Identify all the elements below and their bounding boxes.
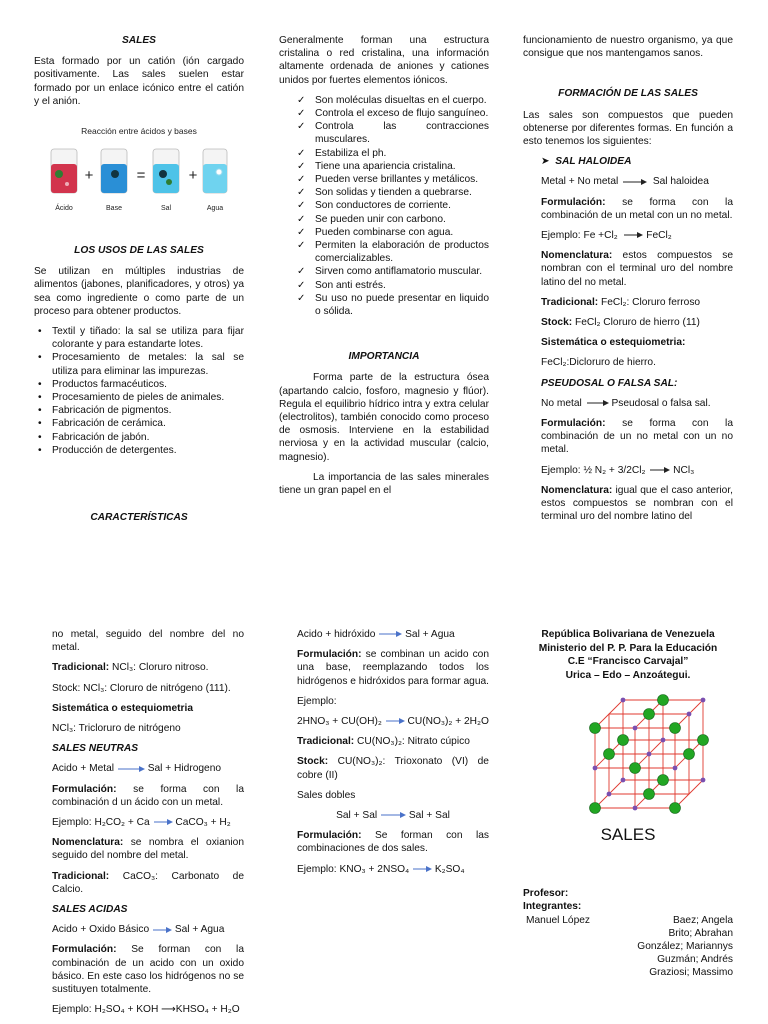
plus-sign-2: + (188, 167, 198, 185)
arrow-bullet-icon: ➤ (541, 156, 550, 168)
list-item: • Fabricación de jabón. (34, 431, 244, 444)
beaker-base (101, 149, 127, 212)
sales-intro-text: Esta formado por un catión (ión cargado positivamente. Las sales suelen estar formado por un enlace icónico entre el catión y el anión. (34, 56, 244, 107)
institution-line-2: Ministerio del P. P. Para la Educación (538, 642, 718, 654)
plus-sign: + (84, 167, 94, 185)
pseudosal-sistematica: NCl₃: Tricloruro de nitrógeno (52, 723, 181, 735)
member-name: Graziosi; Massimo (649, 967, 733, 979)
list-item: ✓ Pueden combinarse con agua. (297, 226, 489, 239)
arrow-right-icon (648, 466, 670, 474)
profesor-name: Manuel López (526, 914, 591, 926)
arrow-right-icon (385, 717, 405, 725)
pseudosal-nomenclatura: Nomenclatura: igual que el caso anterior, estos compuestos se nombran con el terminal uro del nombre latino del (541, 484, 733, 523)
basicas-stock: Stock: CU(NO₃)₂: Trioxonato (VI) de cobre (II) (297, 756, 489, 781)
integrantes-label: Integrantes: (523, 901, 582, 913)
acidas-heading: SALES ACIDAS (52, 904, 128, 916)
formacion-heading: FORMACIÓN DE LAS SALES (558, 88, 698, 100)
svg-text:Sal: Sal (160, 205, 172, 213)
importancia-paragraph-1: Forma parte de la estructura ósea (apartando calcio, fosforo, magnesio y flúor). Regula el equilibrio hídrico intra y extra celular (electrolitos), también conocido como proceso de osmosis. Interviene en la estabilidad nerviosa y en la actividad muscular (calcio, magnesio). (279, 372, 489, 463)
list-item: • Fabricación de pigmentos. (34, 404, 244, 417)
usos-intro-text: Se utilizan en múltiples industrias de alimentos (jabones, planificadores, y otros) ya sea como ingrediente o como parte de un proceso para obtener productos. (34, 266, 244, 317)
neutras-formulacion: Formulación: se forma con la combinación d un ácido con un metal. (52, 783, 244, 808)
list-item: • Producción de detergentes. (34, 444, 244, 457)
profesor-label: Profesor: (523, 888, 569, 900)
basicas-equation: Acido + hidróxido Sal + Agua (297, 629, 455, 640)
haloidea-nomenclatura: Nomenclatura: estos compuestos se nombran con el terminal uro del nombre latino del no metal. (541, 250, 733, 288)
institution-line-3: C.E “Francisco Carvajal” (567, 656, 689, 667)
list-item: ✓ Se pueden unir con carbono. (297, 213, 489, 226)
formacion-intro: Las sales son compuestos que pueden obtenerse por diferentes formas. En función a esto tenemos los siguientes: (523, 109, 733, 148)
svg-text:Base: Base (106, 205, 122, 213)
list-item: • Productos farmacéuticos. (34, 378, 244, 391)
list-item: ✓ Estabiliza el ph. (297, 147, 489, 160)
neutras-tradicional: Tradicional: CaCO₃: Carbonato de Calcio. (52, 870, 244, 895)
pseudosal-sistematica-label: Sistemática o estequiometria (52, 702, 193, 714)
haloidea-sistematica: FeCl₂:Dicloruro de hierro. (541, 357, 656, 369)
sales-heading: SALES (122, 35, 156, 46)
column-cover (523, 628, 733, 980)
list-item: ✓ Son moléculas disueltas en el cuerpo. (297, 94, 489, 107)
neutras-equation: Acido + Metal Sal + Hidrogeno (52, 763, 222, 775)
importancia-paragraph-2: La importancia de las sales minerales tiene un gran papel en el (279, 471, 489, 497)
dobles-equation: Sal + Sal Sal + Sal (336, 810, 450, 822)
crystal-lattice-illustration (583, 694, 723, 822)
haloidea-sistematica-label: Sistemática o estequiometria: (541, 337, 686, 349)
beaker-water (203, 149, 227, 212)
haloidea-equation: Metal + No metal Sal haloidea (541, 176, 709, 188)
list-item: • Textil y tiñado: la sal se utiliza para fijar colorante y para estandarte lotes. (34, 325, 244, 351)
dobles-heading: Sales dobles (297, 789, 356, 801)
member-name: González; Mariannys (637, 941, 733, 953)
list-item: ✓ Son anti estrés. (297, 279, 489, 292)
haloidea-formulacion: Formulación: se forma con la combinación de un metal con un no metal. (541, 196, 733, 221)
team-row (523, 914, 733, 927)
list-item: • Procesamiento de metales: la sal se utiliza para eliminar las impurezas. (34, 351, 244, 377)
list-item: • Procesamiento de pieles de animales. (34, 391, 244, 404)
team-block (523, 887, 733, 979)
dobles-formulacion: Formulación: Se forman con las combinaciones de dos sales. (297, 830, 489, 855)
acid-base-reaction-figure (49, 124, 229, 224)
basicas-tradicional: Tradicional: CU(NO₃)₂: Nitrato cúpico (297, 736, 470, 748)
equals-sign: = (136, 167, 146, 185)
column-formation (523, 34, 733, 530)
neutras-nomenclatura: Nomenclatura: se nombra el oxianion seguido del nombre del metal. (52, 837, 244, 862)
characteristics-list (297, 94, 489, 318)
basicas-ejemplo: 2HNO₃ + CU(OH)₂ CU(NO₃)₂ + 2H₂O (297, 716, 489, 728)
arrow-right-icon (621, 178, 647, 186)
importancia-heading: IMPORTANCIA (348, 351, 420, 363)
usos-heading: LOS USOS DE LAS SALES (74, 245, 204, 257)
list-item: ✓ Son conductores de corriente. (297, 199, 489, 212)
arrow-right-icon (412, 865, 432, 873)
usos-list (34, 325, 244, 457)
beaker-salt (153, 149, 179, 212)
beaker-acid (51, 149, 77, 212)
institution-line-4: Urica – Edo – Anzoátegui. (565, 669, 691, 681)
pseudosal-continued: no metal, seguido del nombre del no metal. (52, 629, 244, 654)
arrow-right-icon (153, 818, 173, 826)
arrow-right-icon (585, 399, 609, 407)
member-name: Brito; Abrahan (668, 927, 733, 939)
pseudosal-stock: Stock: NCl₃: Cloruro de nitrógeno (111). (52, 682, 231, 694)
haloidea-tradicional: Tradicional: FeCl₂: Cloruro ferroso (541, 296, 701, 308)
basicas-formulacion: Formulación: se combinan un acido con una base, reemplazando todos los hidrógenos e hidróxidos para formar agua. (297, 649, 489, 687)
arrow-right-icon (152, 926, 172, 934)
haloidea-ejemplo: Ejemplo: Fe +Cl₂ FeCl₂ (541, 230, 672, 242)
importancia-continued: funcionamiento de nuestro organismo, ya que consigue que nos mantengamos sanos. (523, 35, 733, 60)
haloidea-stock: Stock: FeCl₂ Cloruro de hierro (11) (541, 317, 700, 329)
column-basic-double-salts (297, 628, 489, 883)
acidas-formulacion: Formulación: Se forman con la combinación de un acido con un oxido básico. En este caso los hidrógenos no se sustituyen totalmente. (52, 944, 244, 996)
acidas-ejemplo: Ejemplo: H₂SO₄ + KOH ⟶KHSO₄ + H₂O (52, 1004, 240, 1016)
institution-line-1: República Bolivariana de Venezuela (541, 629, 715, 640)
arrow-right-icon (378, 630, 402, 638)
pseudosal-heading: PSEUDOSAL O FALSA SAL: (541, 377, 678, 389)
cover-title: SALES (600, 825, 656, 844)
list-item: ✓ Controla el exceso de flujo sanguíneo. (297, 107, 489, 120)
column-characteristics (279, 34, 489, 504)
list-item: ✓ Tiene una apariencia cristalina. (297, 160, 489, 173)
list-item: ✓ Su uso no puede presentar en liquido o sólida. (297, 292, 489, 318)
arrow-right-icon (380, 811, 406, 819)
pseudosal-equation: No metal Pseudosal o falsa sal. (541, 397, 711, 409)
list-item: ✓ Son solidas y tienden a quebrarse. (297, 186, 489, 199)
arrow-right-icon (117, 765, 145, 773)
basicas-ejemplo-label: Ejemplo: (297, 695, 337, 707)
pseudosal-formulacion: Formulación: se forma con la combinación de un no metal con un no metal. (541, 418, 733, 456)
svg-text:Ácido: Ácido (55, 205, 73, 213)
arrow-right-icon (623, 231, 643, 239)
svg-text:Agua: Agua (206, 205, 224, 213)
figure-title: Reacción entre ácidos y bases (81, 126, 197, 137)
list-item: ✓ Controla las contracciones musculares. (297, 120, 489, 146)
institution-block (523, 628, 733, 682)
pseudosal-tradicional: Tradicional: NCl₃: Cloruro nitroso. (52, 662, 209, 674)
structure-text: Generalmente forman una estructura cristalina o red cristalina, una información altamente ordenada de aniones y cationes unidos por fuertes elementos iónicos. (279, 35, 489, 86)
column-neutral-acid-salts (52, 628, 244, 1023)
member-name: Baez; Angela (672, 914, 733, 926)
caracteristicas-heading: CARACTERÍSTICAS (90, 512, 188, 524)
acidas-equation: Acido + Oxido Básico Sal + Agua (52, 924, 225, 936)
member-name: Guzmán; Andrés (657, 954, 733, 966)
haloidea-heading: ➤ SAL HALOIDEA (541, 156, 632, 168)
neutras-heading: SALES NEUTRAS (52, 743, 139, 755)
dobles-ejemplo: Ejemplo: KNO₃ + 2NSO₄ K₂SO₄ (297, 863, 465, 875)
column-sales-intro (34, 34, 244, 532)
list-item: ✓ Sirven como antiflamatorio muscular. (297, 265, 489, 278)
list-item: • Fabricación de cerámica. (34, 417, 244, 430)
list-item: ✓ Permiten la elaboración de productos comercializables. (297, 239, 489, 265)
pseudosal-ejemplo: Ejemplo: ½ N₂ + 3/2Cl₂ NCl₃ (541, 464, 695, 476)
list-item: ✓ Pueden verse brillantes y metálicos. (297, 173, 489, 186)
neutras-ejemplo: Ejemplo: H₂CO₂ + Ca CaCO₃ + H₂ (52, 817, 231, 829)
